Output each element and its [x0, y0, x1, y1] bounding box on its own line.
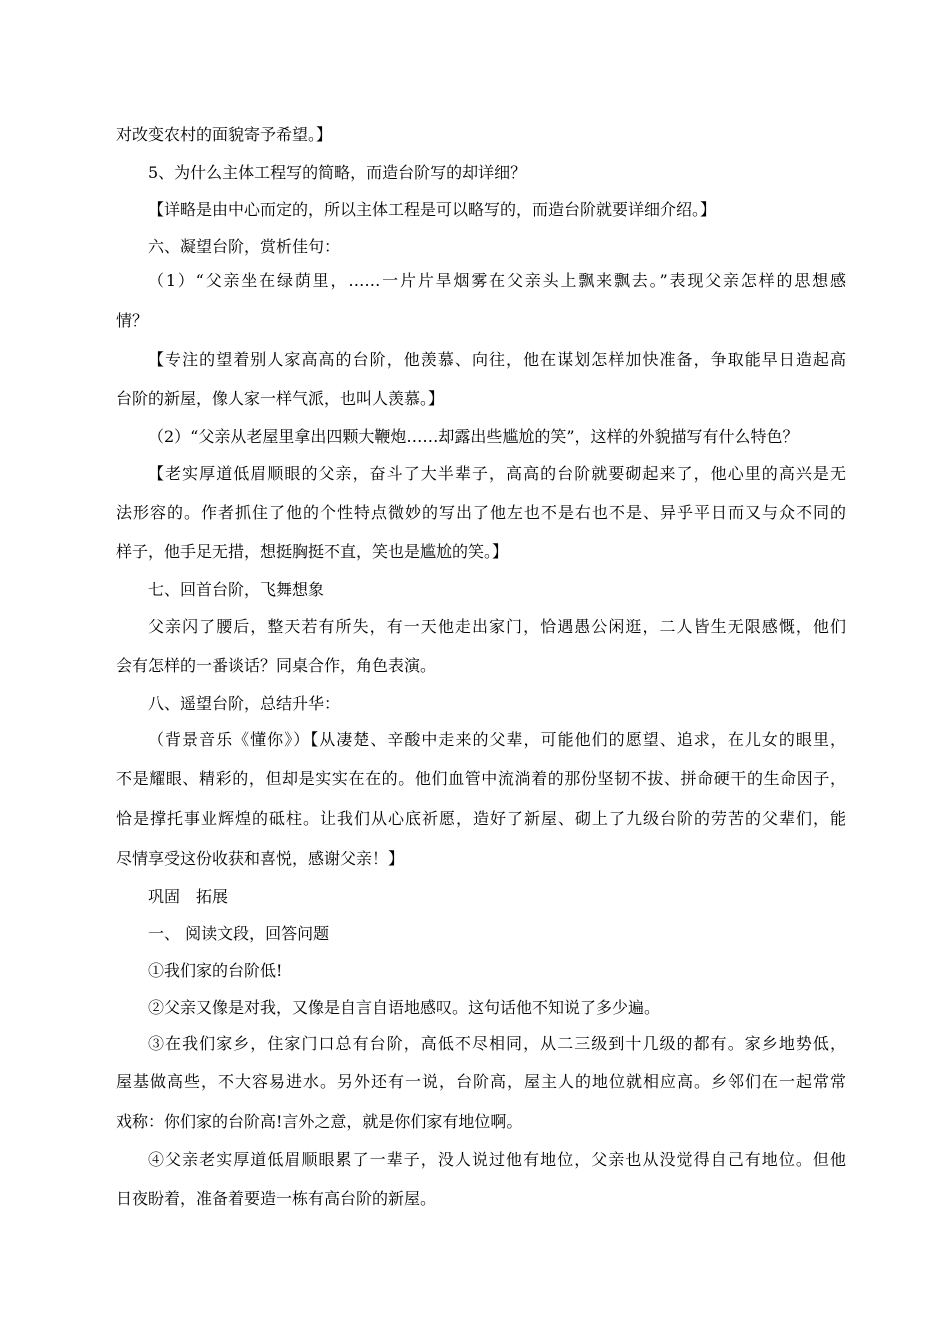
- paragraph-8-line-4: 尽情享受这份收获和喜悦，感谢父亲！】: [116, 849, 405, 868]
- section-heading-8: 八、遥望台阶，总结升华：: [148, 694, 341, 713]
- paragraph-8-line-2: 不是耀眼、精彩的，但却是实实在在的。他们血管中流淌着的那份坚韧不拔、拼命硬干的生命因子，: [116, 769, 846, 788]
- paragraph-8-line-3: 恰是撑托事业辉煌的砥柱。让我们从心底祈愿，造好了新屋、砌上了九级台阶的劳苦的父辈们，能: [116, 809, 846, 828]
- section-heading-7: 七、回首台阶，飞舞想象: [148, 580, 325, 599]
- answer-6-1-line-1: 【专注的望着别人家高高的台阶，他羡慕、向往，他在谋划怎样加快准备，争取能早日造起高: [148, 350, 846, 369]
- answer-6-2-line-1: 【老实厚道低眉顺眼的父亲，奋斗了大半辈子，高高的台阶就要砌起来了，他心里的高兴是无: [148, 464, 846, 483]
- answer-6-1-line-2: 台阶的新屋，像人家一样气派，也叫人羡慕。】: [116, 389, 445, 408]
- passage-paragraph-3-line-3: 戏称：你们家的台阶高!言外之意，就是你们家有地位啊。: [116, 1112, 523, 1131]
- passage-paragraph-1: ①我们家的台阶低!: [148, 961, 283, 980]
- exercise-heading: 一、 阅读文段，回答问题: [148, 924, 330, 943]
- passage-paragraph-3-line-2: 屋基做高些，不大容易进水。另外还有一说，台阶高，屋主人的地位就相应高。乡邻们在一起常常: [116, 1072, 846, 1091]
- passage-paragraph-2: ②父亲又像是对我，又像是自言自语地感叹。这句话他不知说了多少遍。: [148, 998, 661, 1017]
- paragraph-8-line-1: （背景音乐《懂你》）【从凄楚、辛酸中走来的父辈，可能他们的愿望、追求，在儿女的眼里，: [148, 730, 846, 749]
- passage-paragraph-3-line-1: ③在我们家乡，住家门口总有台阶，高低不尽相同，从二三级到十几级的都有。家乡地势低，: [148, 1034, 846, 1053]
- section-heading-consolidate: 巩固 拓展: [148, 887, 229, 906]
- answer-text-line: 对改变农村的面貌寄予希望。】: [116, 125, 333, 144]
- passage-paragraph-4-line-1: ④父亲老实厚道低眉顺眼累了一辈子，没人说过他有地位，父亲也从没觉得自己有地位。但他: [148, 1150, 846, 1169]
- answer-6-2-line-2: 法形容的。作者抓住了他的个性特点微妙的写出了他左也不是右也不是、异乎平日而又与众不同的: [116, 503, 846, 522]
- section-heading-6: 六、凝望台阶，赏析佳句：: [148, 237, 341, 256]
- question-5: 5、为什么主体工程写的简略，而造台阶写的却详细？: [148, 163, 527, 182]
- paragraph-7-line-1: 父亲闪了腰后，整天若有所失，有一天他走出家门，恰遇愚公闲逛，二人皆生无限感慨，他们: [148, 617, 846, 636]
- answer-5: 【详略是由中心而定的，所以主体工程是可以略写的，而造台阶就要详细介绍。】: [148, 200, 717, 219]
- paragraph-7-line-2: 会有怎样的一番谈话？同桌合作，角色表演。: [116, 656, 437, 675]
- question-6-1-line-2: 情？: [116, 311, 149, 330]
- passage-paragraph-4-line-2: 日夜盼着，准备着要造一栋有高台阶的新屋。: [116, 1189, 437, 1208]
- answer-6-2-line-3: 样子，他手足无措，想挺胸挺不直，笑也是尴尬的笑。】: [116, 542, 509, 561]
- question-6-2: （2）“父亲从老屋里拿出四颗大鞭炮……却露出些尴尬的笑”，这样的外貌描写有什么特色？: [148, 427, 799, 446]
- question-6-1-line-1: （1）“父亲坐在绿荫里，……一片片旱烟雾在父亲头上飘来飘去。”表现父亲怎样的思想感: [148, 271, 846, 290]
